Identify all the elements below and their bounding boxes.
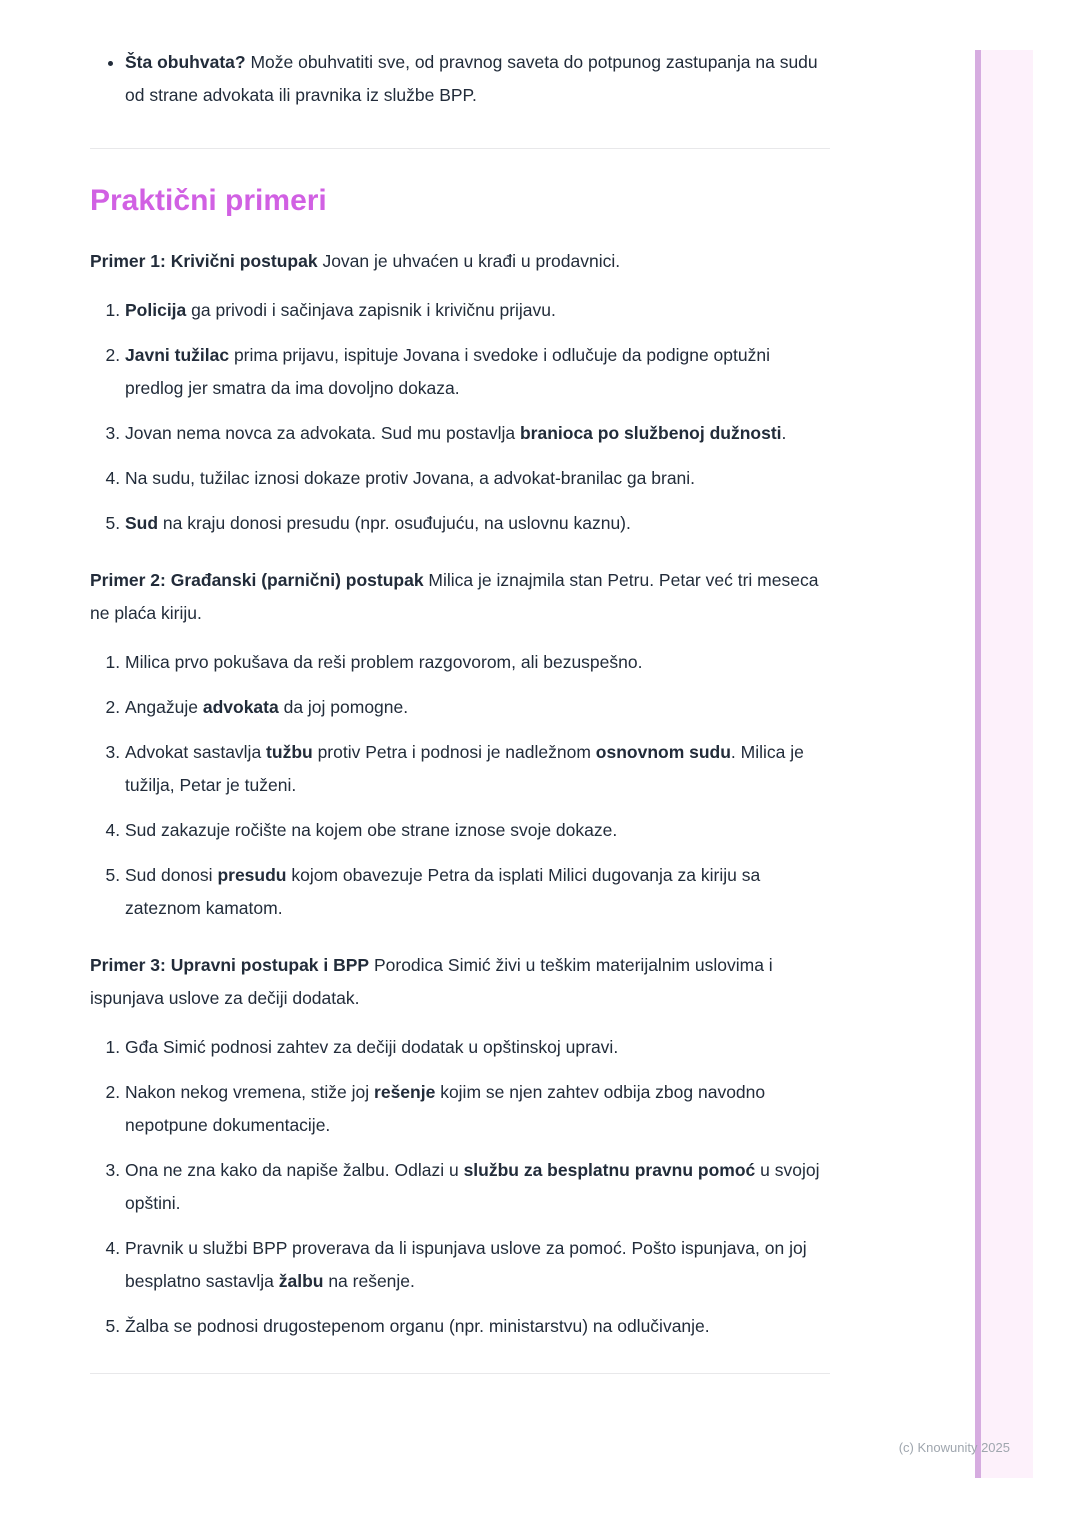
list-item	[125, 736, 830, 802]
text-segment: Pravnik u službi BPP proverava da li ispunjava uslove za pomoć. Pošto ispunjava, on joj besplatno sastavlja	[125, 1238, 807, 1291]
document-content	[90, 0, 830, 1374]
text-segment: prima prijavu, ispituje Jovana i svedoke i odlučuje da podigne optužni predlog jer smatra da ima dovoljno dokaza.	[125, 345, 770, 398]
bold-text: Policija	[125, 300, 187, 320]
text-segment: na kraju donosi presudu (npr. osuđujuću, na uslovnu kaznu).	[158, 513, 631, 533]
text-segment: Može obuhvatiti sve, od pravnog saveta do potpunog zastupanja na sudu od strane advokata ili pravnika iz službe BPP.	[125, 52, 818, 105]
bold-text: Javni tužilac	[125, 345, 230, 365]
example-3-section	[90, 949, 830, 1343]
example-2-intro	[90, 564, 830, 630]
bold-text: Primer 2: Građanski (parnični) postupak	[90, 570, 424, 590]
text-segment: kojim se njen zahtev odbija zbog navodno nepotpune dokumentacije.	[125, 1082, 766, 1135]
text-segment: da joj pomogne.	[278, 697, 409, 717]
example-2-section	[90, 564, 830, 925]
text-segment: Ona ne zna kako da napiše žalbu. Odlazi u	[125, 1160, 464, 1180]
text-segment: Milica prvo pokušava da reši problem razgovorom, ali bezuspešno.	[125, 652, 643, 672]
example-2-steps	[90, 646, 830, 925]
bold-text: žalbu	[278, 1271, 324, 1291]
text-segment: Nakon nekog vremena, stiže joj	[125, 1082, 375, 1102]
page-title: Praktični primeri	[90, 184, 327, 217]
text-segment: Advokat sastavlja	[125, 742, 267, 762]
text-segment: Sud donosi	[125, 865, 218, 885]
bold-text: službu za besplatnu pravnu pomoć	[463, 1160, 756, 1180]
list-item	[125, 417, 830, 450]
list-item	[125, 507, 830, 540]
bold-text: branioca po službenoj dužnosti	[519, 423, 782, 443]
text-segment: Angažuje	[125, 697, 203, 717]
text-segment: kojom obavezuje Petra da isplati Milici dugovanja za kiriju sa zateznom kamatom.	[125, 865, 761, 918]
list-item	[125, 339, 830, 405]
text-segment: Žalba se podnosi drugostepenom organu (npr. ministarstvu) na odlučivanje.	[125, 1316, 710, 1336]
list-item	[125, 1154, 830, 1220]
bold-text: rešenje	[374, 1082, 436, 1102]
bold-text: presudu	[217, 865, 287, 885]
list-item	[125, 1232, 830, 1298]
list-item	[125, 1076, 830, 1142]
list-item	[125, 294, 830, 327]
divider-bottom	[90, 1373, 830, 1374]
copyright-text: (c) Knowunity 2025	[898, 1440, 1010, 1455]
list-item	[125, 1031, 830, 1064]
text-segment: u svojoj opštini.	[125, 1160, 820, 1213]
pink-sidebar-decoration	[975, 50, 1033, 1478]
text-segment: Jovan je uhvaćen u krađi u prodavnici.	[317, 251, 621, 271]
list-item	[125, 814, 830, 847]
text-segment: .	[781, 423, 787, 443]
text-segment: Sud zakazuje ročište na kojem obe strane iznose svoje dokaze.	[125, 820, 618, 840]
text-segment: Milica je iznajmila stan Petru. Petar već tri meseca ne plaća kiriju.	[90, 570, 819, 623]
bold-text: Šta obuhvata?	[125, 52, 246, 72]
bold-text: Sud	[125, 513, 159, 533]
text-segment: Na sudu, tužilac iznosi dokaze protiv Jovana, a advokat-branilac ga brani.	[125, 468, 696, 488]
text-segment: ga privodi i sačinjava zapisnik i krivičnu prijavu.	[186, 300, 556, 320]
list-item	[125, 462, 830, 495]
text-segment: na rešenje.	[323, 1271, 415, 1291]
bold-text: osnovnom sudu	[595, 742, 731, 762]
example-1-intro	[90, 245, 830, 278]
example-1-steps	[90, 294, 830, 540]
text-segment: . Milica je tužilja, Petar je tuženi.	[125, 742, 804, 795]
example-1-section	[90, 245, 830, 540]
bold-text: Primer 1: Krivični postupak	[90, 251, 318, 271]
intro-bullet-list	[90, 46, 830, 112]
list-item	[125, 691, 830, 724]
list-item	[125, 646, 830, 679]
bold-text: tužbu	[266, 742, 313, 762]
text-segment: Jovan nema novca za advokata. Sud mu postavlja	[125, 423, 520, 443]
divider-top	[90, 148, 830, 149]
text-segment: protiv Petra i podnosi je nadležnom	[312, 742, 596, 762]
text-segment: Porodica Simić živi u teškim materijalnim uslovima i ispunjava uslove za dečiji dodatak.	[90, 955, 773, 1008]
list-item	[125, 46, 830, 112]
bold-text: advokata	[202, 697, 279, 717]
bold-text: Primer 3: Upravni postupak i BPP	[90, 955, 370, 975]
example-3-intro	[90, 949, 830, 1015]
list-item	[125, 859, 830, 925]
text-segment: Gđa Simić podnosi zahtev za dečiji dodatak u opštinskoj upravi.	[125, 1037, 619, 1057]
list-item	[125, 1310, 830, 1343]
example-3-steps	[90, 1031, 830, 1343]
